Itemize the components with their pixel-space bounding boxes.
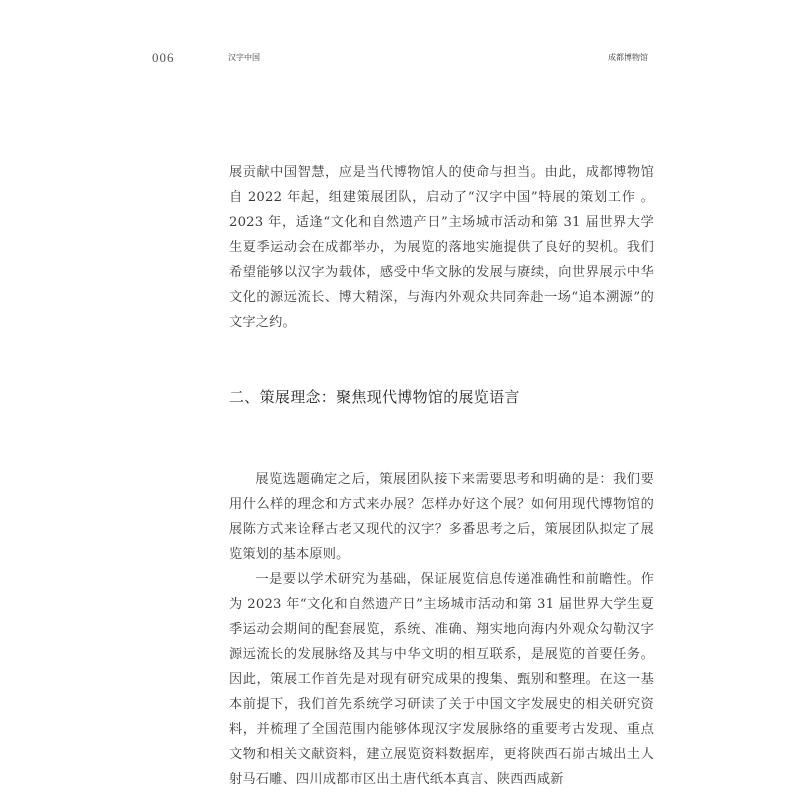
body-paragraph: 一是要以学术研究为基础，保证展览信息传递准确性和前瞻性。作为 2023 年“文化和自然遗产日”主场城市活动和第 31 届世界大学生夏季运动会期间的配套展览，系统、准确、翔实地向海内外观众勾勒汉字源远流长的发展脉络及其与中华文明的相互联系，是展览的首要任务。因此，策展工作首先是对现有研究成果的搜集、甄别和整理。在这一基本前提下，我们首先系统学习研读了关于中国文字发展史的相关研究资料，并梳理了全国范围内能够体现汉字发展脉络的重要考古发现、重点文物和相关文献资料，建立展览资料数据库，更将陕西石峁古城出土人射马石雕、四川成都市区出土唐代纸本真言、陕西西咸新	[229, 572, 654, 787]
running-publisher: 成都博物馆	[608, 53, 648, 62]
intro-paragraph: 展贡献中国智慧，应是当代博物馆人的使命与担当。由此，成都博物馆自 2022 年起，组建策展团队，启动了“汉字中国”特展的策划工作 。2023 年，适逢“文化和自然遗产日”主场城市活动和第 31 届世界大学生夏季运动会在成都举办，为展览的落地实施提供了良好的契机。我们希望能够以汉字为载体，感受中华文脉的发展与赓续，向世界展示中华文化的源远流长、博大精深，与海内外观众共同奔赴一场“追本溯源”的文字之约。	[229, 165, 654, 330]
page-header	[0, 50, 800, 70]
section-body	[229, 467, 654, 792]
page-number: 006	[152, 50, 175, 65]
intro-text-block	[229, 160, 654, 335]
body-paragraph: 展览选题确定之后，策展团队接下来需要思考和明确的是：我们要用什么样的理念和方式来办展？怎样办好这个展？如何用现代博物馆的展陈方式来诠释古老又现代的汉字？多番思考之后，策展团队拟定了展览策划的基本原则。	[229, 472, 654, 562]
section-heading: 二、策展理念：聚焦现代博物馆的展览语言	[229, 388, 520, 406]
running-book-title: 汉字中国	[228, 53, 260, 62]
